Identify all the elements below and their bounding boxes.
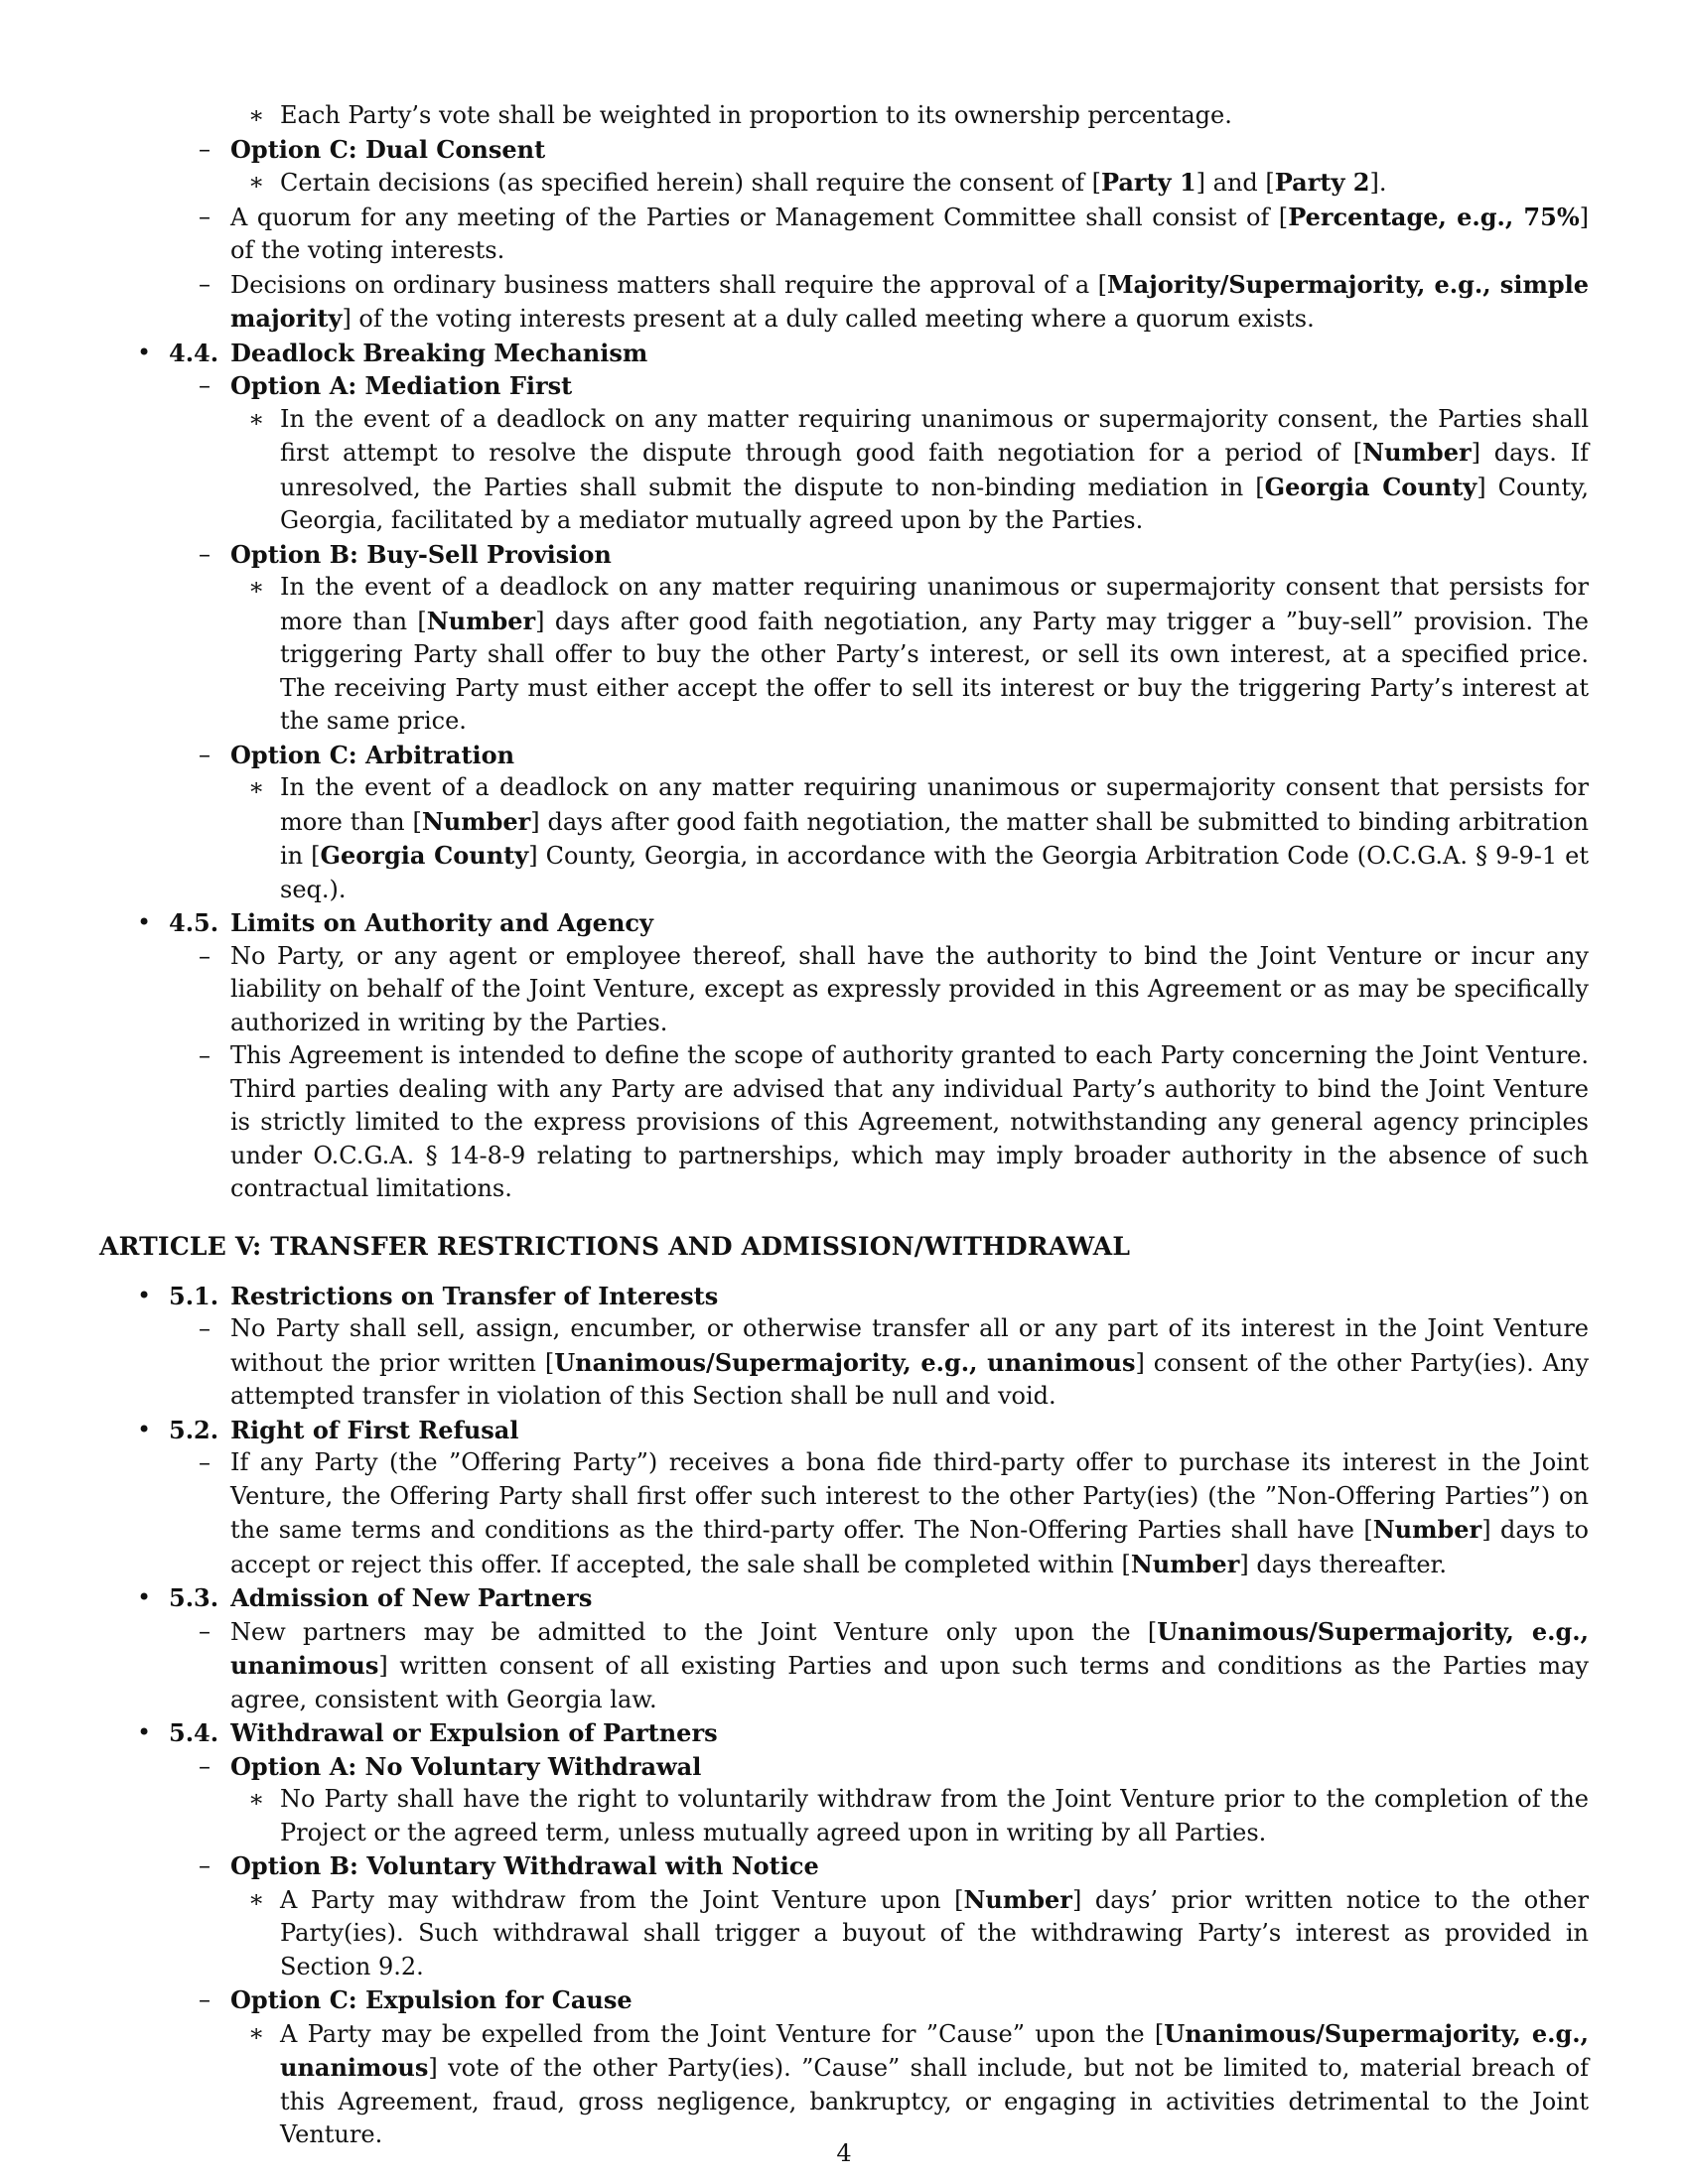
option-a-sublist bbox=[99, 403, 1589, 538]
option-b-sublist bbox=[99, 571, 1589, 739]
star-marker: ∗ bbox=[248, 573, 265, 601]
list-item bbox=[99, 1849, 1589, 1983]
quorum-text: A quorum for any meeting of the Parties or Management Committee shall consist of [Percentage, e.g., 75%] of the voting interests. bbox=[230, 202, 1589, 264]
section-5-4-heading: 5.4. Withdrawal or Expulsion of Partners bbox=[169, 1718, 718, 1747]
list-item bbox=[99, 940, 1589, 1040]
weighted-vote-text: Each Party’s vote shall be weighted in proportion to its ownership percentage. bbox=[280, 101, 1232, 129]
section-5-3-heading: 5.3. Admission of New Partners bbox=[169, 1583, 593, 1612]
dash-marker: – bbox=[199, 1851, 211, 1879]
article-5-heading: ARTICLE V: TRANSFER RESTRICTIONS AND ADMISSION/WITHDRAWAL bbox=[99, 1231, 1131, 1261]
option-c-dual-consent-label: Option C: Dual Consent bbox=[230, 134, 546, 164]
section-5-4-options bbox=[99, 1750, 1589, 2152]
list-item bbox=[99, 99, 1589, 133]
bullet-marker: • bbox=[137, 1415, 152, 1443]
option-a-sublist bbox=[99, 1783, 1589, 1849]
authority-scope-text: This Agreement is intended to define the scope of authority granted to each Party concerning the Joint Venture. Third parties dealing with any Party are advised that any individual Party’s authority to bind the Joint Venture is strictly limited to the express provisions of this Agreement, notwithstanding any general agency principles under O.C.G.A. § 14-8-9 relating to partnerships, which may imply broader authority in the absence of such contractual limitations. bbox=[230, 1041, 1589, 1202]
bullet-marker: • bbox=[137, 908, 152, 936]
option-b-sublist bbox=[99, 1883, 1589, 1984]
section-5-1-items bbox=[99, 1312, 1589, 1414]
dash-marker: – bbox=[199, 740, 211, 768]
dash-marker: – bbox=[199, 941, 211, 970]
list-item bbox=[99, 1446, 1589, 1581]
dash-marker: – bbox=[199, 1985, 211, 2013]
list-item bbox=[99, 403, 1589, 538]
option-a-mediation-label: Option A: Mediation First bbox=[230, 371, 573, 400]
list-item bbox=[99, 2017, 1589, 2152]
option-b-withdrawal-notice-label: Option B: Voluntary Withdrawal with Notice bbox=[230, 1851, 819, 1880]
dash-marker: – bbox=[199, 1041, 211, 1069]
withdrawal-notice-text: A Party may withdraw from the Joint Venture upon [Number] days’ prior written notice to the other Party(ies). Such withdrawal shall trigger a buyout of the withdrawing Party’s interest as provided in Section 9.2. bbox=[280, 1884, 1589, 1980]
dash-marker: – bbox=[199, 202, 211, 230]
section-4-3-continued-list bbox=[99, 133, 1589, 337]
article-4-sections bbox=[99, 337, 1589, 1206]
bullet-marker: • bbox=[137, 338, 152, 366]
option-c-expulsion-label: Option C: Expulsion for Cause bbox=[230, 1985, 633, 2014]
list-item bbox=[99, 1750, 1589, 1850]
dash-marker: – bbox=[199, 269, 211, 298]
list-item bbox=[99, 1615, 1589, 1717]
first-refusal-text: If any Party (the ”Offering Party”) receives a bona fide third-party offer to purchase its interest in the Joint Venture, the Offering Party shall first offer such interest to the other Party(ies) (the ”Non-Offering Parties”) on the same terms and conditions as the third-party offer. The Non-Offering Parties shall have [Number] days to accept or reject this offer. If accepted, the sale shall be completed within [Number] days thereafter. bbox=[230, 1448, 1589, 1578]
star-marker: ∗ bbox=[248, 404, 265, 433]
buy-sell-text: In the event of a deadlock on any matter requiring unanimous or supermajority consent that persists for more than [Number] days after good faith negotiation, any Party may trigger a ”buy-sell” provision. The triggering Party shall offer to buy the other Party’s interest, or sell its own interest, at a specified price. The receiving Party must either accept the offer to sell its interest or buy the triggering Party’s interest at the same price. bbox=[280, 573, 1589, 735]
list-item bbox=[99, 268, 1589, 337]
dash-marker: – bbox=[199, 1448, 211, 1476]
option-b-buy-sell-label: Option B: Buy-Sell Provision bbox=[230, 539, 612, 569]
list-item bbox=[99, 538, 1589, 739]
arbitration-text: In the event of a deadlock on any matter requiring unanimous or supermajority consent that persists for more than [Number] days after good faith negotiation, the matter shall be submitted to binding arbitration in [Georgia County] County, Georgia, in accordance with the Georgia Arbitration Code (O.C.G.A. § 9-9-1 et seq.). bbox=[280, 773, 1589, 903]
ordinary-decisions-text: Decisions on ordinary business matters shall require the approval of a [Majority/Supermajority, e.g., simple majority] of the voting interests present at a duly called meeting where a quorum exists. bbox=[230, 269, 1590, 333]
dash-marker: – bbox=[199, 1751, 211, 1780]
dash-marker: – bbox=[199, 1616, 211, 1645]
section-5-3-items bbox=[99, 1615, 1589, 1717]
bullet-marker: • bbox=[137, 1281, 152, 1309]
section-5-2 bbox=[99, 1414, 1589, 1582]
no-withdrawal-text: No Party shall have the right to voluntarily withdraw from the Joint Venture prior to the completion of the Project or the agreed term, unless mutually agreed upon in writing by all Parties. bbox=[280, 1785, 1589, 1846]
option-b-sublist bbox=[99, 99, 1589, 133]
star-marker: ∗ bbox=[248, 1785, 265, 1813]
dual-consent-text: Certain decisions (as specified herein) shall require the consent of [Party 1] and [Party 2]. bbox=[280, 168, 1387, 197]
dash-marker: – bbox=[199, 134, 211, 163]
transfer-restriction-text: No Party shall sell, assign, encumber, or otherwise transfer all or any part of its interest in the Joint Venture without the prior written [Unanimous/Supermajority, e.g., unanimous] consent of the other Party(ies). Any attempted transfer in violation of this Section shall be null and void. bbox=[230, 1314, 1590, 1410]
option-c-sublist bbox=[99, 771, 1589, 906]
section-5-2-heading: 5.2. Right of First Refusal bbox=[169, 1415, 519, 1444]
list-item bbox=[99, 1039, 1589, 1206]
expulsion-text: A Party may be expelled from the Joint Venture for ”Cause” upon the [Unanimous/Supermajority, e.g., unanimous] vote of the other Party(ies). ”Cause” shall include, but not be limited to, material breach of this Agreement, fraud, gross negligence, bankruptcy, or engaging in activities detrimental to the Joint Venture. bbox=[280, 2018, 1589, 2148]
star-marker: ∗ bbox=[248, 101, 265, 129]
list-item bbox=[99, 166, 1589, 201]
mediation-text: In the event of a deadlock on any matter requiring unanimous or supermajority consent, the Parties shall first attempt to resolve the dispute through good faith negotiation for a period of [Number] days. If unresolved, the Parties shall submit the dispute to non-binding mediation in [Georgia County] County, Georgia, facilitated by a mediator mutually agreed upon by the Parties. bbox=[280, 404, 1589, 534]
list-item bbox=[99, 771, 1589, 906]
star-marker: ∗ bbox=[248, 1884, 265, 1913]
authority-limit-text: No Party, or any agent or employee thereof, shall have the authority to bind the Joint Venture or incur any liability on behalf of the Joint Venture, except as expressly provided in this Agreement or as may be specifically authorized in writing by the Parties. bbox=[230, 941, 1589, 1036]
star-marker: ∗ bbox=[248, 2018, 265, 2047]
section-5-4 bbox=[99, 1716, 1589, 2152]
section-4-5-heading: 4.5. Limits on Authority and Agency bbox=[169, 908, 653, 937]
section-4-5 bbox=[99, 906, 1589, 1206]
list-item bbox=[99, 1783, 1589, 1849]
section-5-1-heading: 5.1. Restrictions on Transfer of Interests bbox=[169, 1281, 719, 1310]
page-number: 4 bbox=[836, 2139, 852, 2167]
section-5-3 bbox=[99, 1581, 1589, 1716]
option-a-no-withdrawal-label: Option A: No Voluntary Withdrawal bbox=[230, 1751, 702, 1781]
star-marker: ∗ bbox=[248, 773, 265, 801]
section-4-4-heading: 4.4. Deadlock Breaking Mechanism bbox=[169, 338, 648, 367]
list-item bbox=[99, 1983, 1589, 2152]
star-marker: ∗ bbox=[248, 168, 265, 196]
section-4-5-items bbox=[99, 940, 1589, 1206]
bullet-marker: • bbox=[137, 1583, 152, 1611]
option-c-arbitration-label: Option C: Arbitration bbox=[230, 740, 515, 769]
list-item bbox=[99, 133, 1589, 201]
dash-marker: – bbox=[199, 539, 211, 568]
section-5-2-items bbox=[99, 1446, 1589, 1581]
dash-marker: – bbox=[199, 1314, 211, 1342]
option-c-sublist bbox=[99, 166, 1589, 201]
admission-text: New partners may be admitted to the Joint Venture only upon the [Unanimous/Supermajority, e.g., unanimous] written consent of all existing Parties and upon such terms and conditions as the Parties may agree, consistent with Georgia law. bbox=[230, 1616, 1590, 1713]
section-5-1 bbox=[99, 1280, 1589, 1414]
list-item bbox=[99, 369, 1589, 538]
document-page bbox=[99, 99, 1589, 2152]
section-4-4-options bbox=[99, 369, 1589, 906]
bullet-marker: • bbox=[137, 1718, 152, 1746]
list-item bbox=[99, 571, 1589, 739]
section-4-4 bbox=[99, 337, 1589, 907]
list-item bbox=[99, 739, 1589, 907]
option-c-sublist bbox=[99, 2017, 1589, 2152]
list-item bbox=[99, 201, 1589, 268]
dash-marker: – bbox=[199, 371, 211, 399]
article-5-sections bbox=[99, 1280, 1589, 2152]
list-item bbox=[99, 1312, 1589, 1414]
list-item bbox=[99, 1883, 1589, 1984]
